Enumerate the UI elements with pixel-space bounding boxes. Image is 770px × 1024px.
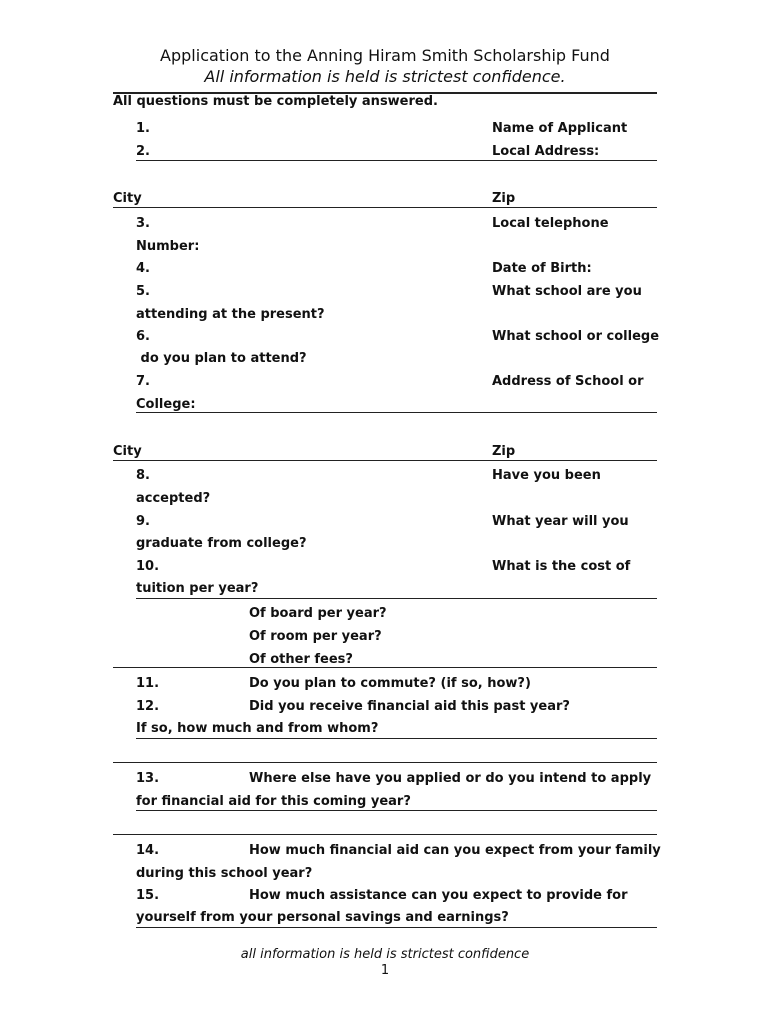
q12-number: 12.	[136, 699, 160, 714]
city-label-2: City	[113, 444, 142, 459]
q3-label: Local telephone	[492, 216, 609, 231]
q12-answer-line-2[interactable]	[113, 762, 657, 763]
q2-label: Local Address:	[492, 144, 600, 159]
page-title: Application to the Anning Hiram Smith Scholarship Fund	[160, 46, 610, 65]
q11-label: Do you plan to commute? (if so, how?)	[249, 676, 531, 691]
q13-answer-line-1[interactable]	[136, 810, 657, 811]
q1-label: Name of Applicant	[492, 121, 628, 136]
q13-answer-line-2[interactable]	[113, 834, 657, 835]
city-answer-line[interactable]	[113, 207, 657, 208]
q14-continuation: during this school year?	[136, 866, 313, 881]
q14-number: 14.	[136, 843, 160, 858]
q13-number: 13.	[136, 771, 160, 786]
q11-number: 11.	[136, 676, 160, 691]
page-number: 1	[380, 963, 390, 978]
q4-number: 4.	[136, 261, 150, 276]
q9-number: 9.	[136, 514, 150, 529]
q5-number: 5.	[136, 284, 150, 299]
q3-continuation: Number:	[136, 239, 200, 254]
q7-label: Address of School or	[492, 374, 644, 389]
q13-continuation: for financial aid for this coming year?	[136, 794, 411, 809]
q10-room-label: Of room per year?	[249, 629, 382, 644]
q6-continuation: do you plan to attend?	[136, 351, 307, 366]
q3-number: 3.	[136, 216, 150, 231]
q15-continuation: yourself from your personal savings and earnings?	[136, 910, 509, 925]
q9-continuation: graduate from college?	[136, 536, 307, 551]
q5-label: What school are you	[492, 284, 642, 299]
q10-continuation: tuition per year?	[136, 581, 259, 596]
q7-continuation: College:	[136, 397, 196, 412]
q5-continuation: attending at the present?	[136, 307, 325, 322]
q10-board-label: Of board per year?	[249, 606, 387, 621]
q7-answer-line[interactable]	[136, 412, 657, 413]
q10-label: What is the cost of	[492, 559, 631, 574]
q10-tuition-line[interactable]	[136, 598, 657, 599]
page-subtitle: All information is held is strictest confidence.	[204, 67, 566, 86]
zip-label-2: Zip	[492, 444, 516, 459]
q12-continuation: If so, how much and from whom?	[136, 721, 379, 736]
q6-label: What school or college	[492, 329, 660, 344]
q14-label: How much financial aid can you expect from your family	[249, 843, 661, 858]
q10-number: 10.	[136, 559, 160, 574]
zip-label: Zip	[492, 191, 516, 206]
city-label: City	[113, 191, 142, 206]
q12-answer-line-1[interactable]	[136, 738, 657, 739]
footer-confidentiality: all information is held is strictest confidence	[240, 947, 530, 962]
q2-number: 2.	[136, 144, 150, 159]
q9-label: What year will you	[492, 514, 629, 529]
q2-answer-line[interactable]	[136, 160, 657, 161]
q15-answer-line[interactable]	[136, 927, 657, 928]
q1-number: 1.	[136, 121, 150, 136]
q8-number: 8.	[136, 468, 150, 483]
q8-continuation: accepted?	[136, 491, 211, 506]
q12-label: Did you receive financial aid this past year?	[249, 699, 570, 714]
city-answer-line-2[interactable]	[113, 460, 657, 461]
q4-label: Date of Birth:	[492, 261, 592, 276]
q10-other-label: Of other fees?	[249, 652, 353, 667]
q13-label: Where else have you applied or do you intend to apply	[249, 771, 652, 786]
q7-number: 7.	[136, 374, 150, 389]
q8-label: Have you been	[492, 468, 601, 483]
instruction-text: All questions must be completely answered.	[113, 94, 438, 109]
q10-fees-line[interactable]	[113, 667, 657, 668]
q6-number: 6.	[136, 329, 150, 344]
q15-number: 15.	[136, 888, 160, 903]
q15-label: How much assistance can you expect to provide for	[249, 888, 628, 903]
